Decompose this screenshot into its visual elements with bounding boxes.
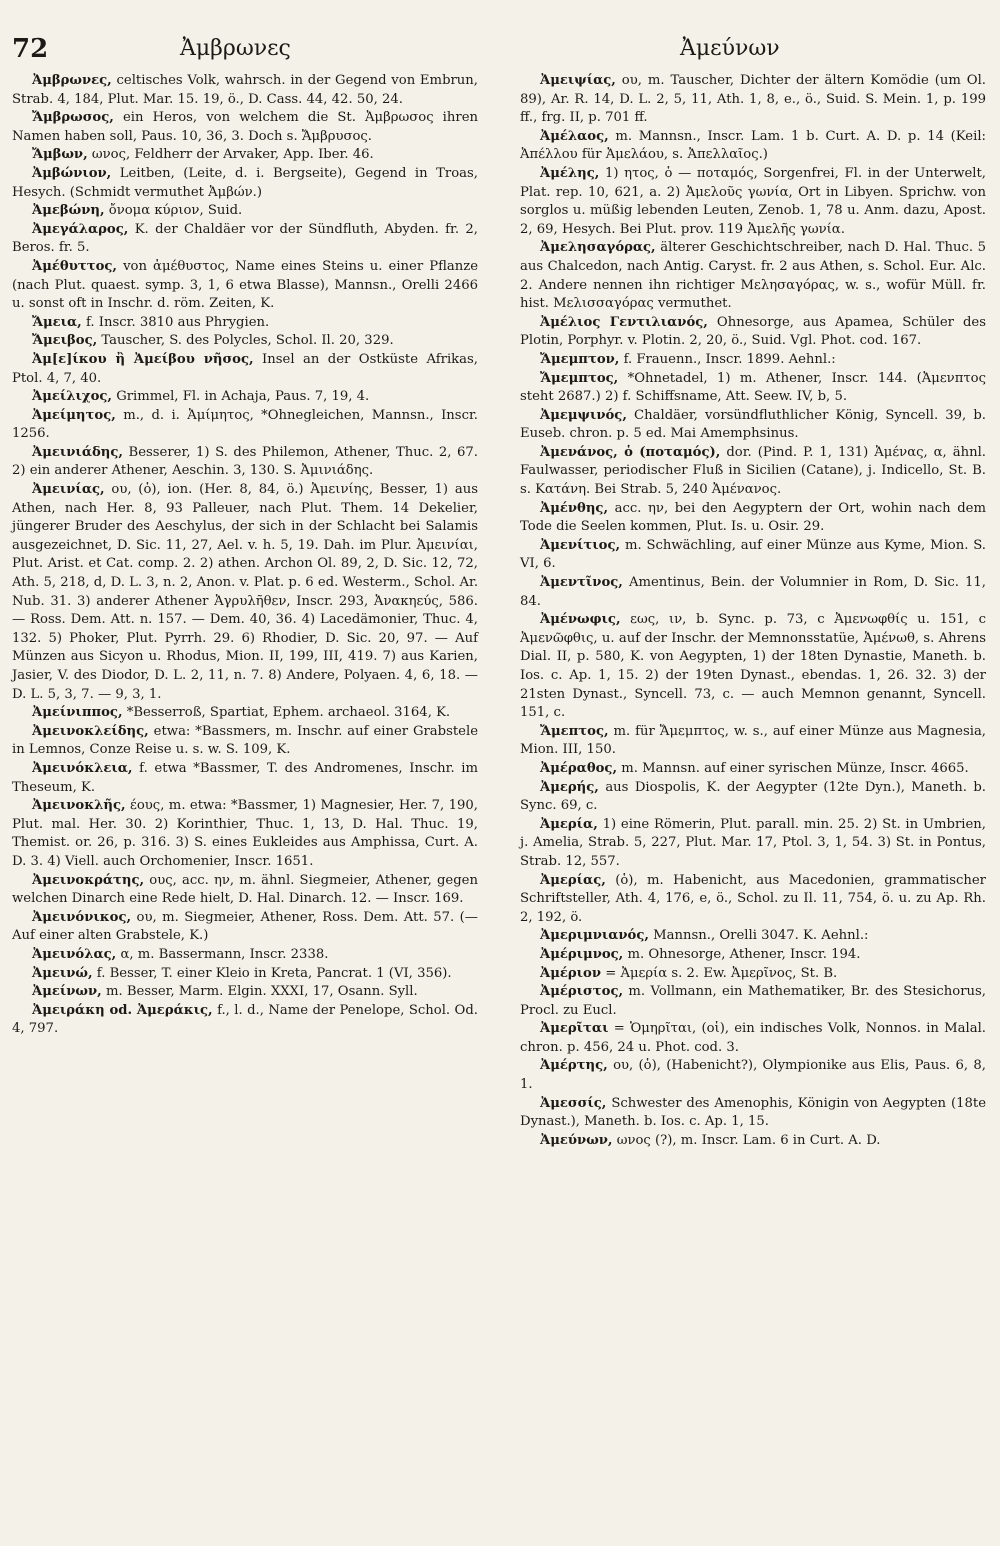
entry-headword: Ἀμέριμνος, — [540, 946, 624, 962]
dictionary-entry — [12, 723, 478, 760]
entry-headword: Ἄμεπτος, — [540, 723, 609, 739]
dictionary-entry — [520, 965, 986, 984]
dictionary-entry — [12, 1002, 478, 1039]
entry-headword: Ἀμεινίας, — [32, 482, 105, 498]
dictionary-entry — [520, 407, 986, 444]
dictionary-entry — [12, 258, 478, 314]
entry-headword: Ἀμείλιχος, — [32, 389, 113, 405]
entry-headword: Ἀμέραθος, — [540, 760, 618, 776]
dictionary-entry — [12, 704, 478, 723]
dictionary-entry — [12, 146, 478, 165]
entry-text: m. Mannsn. auf einer syrischen Münze, Inscr. 4665. — [621, 760, 969, 776]
entry-headword: Ἄμειβος, — [32, 333, 98, 349]
entry-text: Ohnesorge, aus Apamea, Schüler des Plotin, Porphyr. v. Plotin. 2, 20, ö., Suid. Vgl. Phot. cod. 167. — [520, 314, 986, 349]
entry-headword: Ἀμέριον — [540, 965, 601, 981]
entry-text: ου, (ὁ), (Habenicht?), Olympionike aus Elis, Paus. 6, 8, 1. — [520, 1058, 986, 1093]
dictionary-entry — [520, 72, 986, 128]
dictionary-entry — [520, 872, 986, 928]
entry-headword: Ἀμέθυττος, — [32, 258, 118, 274]
entry-headword: Ἀμερίας, — [540, 872, 606, 888]
left-running-head: Ἀμβρωνες — [180, 36, 291, 61]
entry-text: celtisches Volk, wahrsch. in der Gegend von Embrun, Strab. 4, 184, Plut. Mar. 15. 19, ö., D. Cass. 44, 42. 50, 24. — [12, 73, 478, 107]
entry-headword: Ἀμέριστος, — [540, 984, 624, 1000]
dictionary-entry — [12, 965, 478, 984]
dictionary-entry — [520, 1057, 986, 1094]
entry-headword: Ἄμεια, — [32, 314, 82, 330]
entry-headword: Ἀμεύνων, — [540, 1132, 613, 1148]
dictionary-entry — [520, 537, 986, 574]
entry-text: Schwester des Amenophis, Königin von Aegypten (18te Dynast.), Maneth. b. Ios. c. Ap. 1, 15. — [520, 1095, 986, 1130]
entry-text: ου, m. Siegmeier, Athener, Ross. Dem. Att. 57. (— Auf einer alten Grabstele, K.) — [12, 909, 478, 944]
entry-headword: Ἀμεριμνιανός, — [540, 928, 649, 944]
dictionary-entry — [12, 407, 478, 444]
entry-text: ου, (ὁ), ion. (Her. 8, 84, ö.) Ἀμεινίης, Besser, 1) aus Athen, nach Her. 8, 93 Palleuer, nach Plut. Them. 14 Dekelier, jüngerer Bruder des Aeschylus, der sich in der Schlacht bei Salamis ausgezeichnet, D. Sic. 11, 27, Ael. v. h. 5, 19. Dah. im Plur. Ἀμεινίαι, Plut. Arist. et Cat. comp. 2. 2) athen. Archon Ol. 89, 2, D. Sic. 12, 72, Ath. 5, 218, d, D. L. 3, n. 2, Anon. v. Plat. p. 6 ed. Westerm., Schol. Ar. Nub. 31. 3) anderer Athener Ἀγρυλῆθεν, Inscr. 293, Ἀνακηεύς, 586. — Ross. Dem. Att. n. 157. — Dem. 40, 36. 4) Lacedämonier, Thuc. 4, 132. 5) Phoker, Plut. Pyrrh. 29. 6) Rhodier, D. Sic. 20, 97. — Auf Münzen aus Sicyon u. Rhodus, Mion. II, 199, III, 419. 7) aus Karien, Jasier, V. des Diodor, D. L. 2, 11, n. 7. 8) Andere, Polyaen. 4, 6, 18. — D. L. 5, 3, 7. — 9, 3, 1. — [12, 482, 479, 702]
entry-text: acc. ην, bei den Aegyptern der Ort, wohin nach dem Tode die Seelen kommen, Plut. Is. u. Osir. 29. — [520, 500, 986, 535]
entry-headword: Ἀμερία, — [540, 816, 598, 832]
entry-text: = Ἀμερία s. 2. Ew. Ἀμερῖνος, St. B. — [605, 965, 838, 981]
dictionary-entry — [12, 797, 478, 871]
entry-headword: Ἀμεινοκράτης, — [32, 872, 145, 888]
dictionary-entry — [520, 574, 986, 611]
entry-headword: Ἄμεμπτον, — [540, 351, 620, 367]
dictionary-entry — [520, 128, 986, 165]
dictionary-entry — [12, 109, 478, 146]
entry-text: Leitben, (Leite, d. i. Bergseite), Gegend in Troas, Hesych. (Schmidt vermuthet Ἀμβών.) — [12, 165, 478, 200]
dictionary-entry — [520, 927, 986, 946]
dictionary-entry — [520, 444, 986, 500]
entry-headword: Ἀμειράκη od. Ἀμεράκις, — [32, 1002, 213, 1018]
entry-headword: Ἀμεσσίς, — [540, 1095, 607, 1111]
entry-text: f. Frauenn., Inscr. 1899. Aehnl.: — [623, 351, 836, 367]
entry-text: Tauscher, S. des Polycles, Schol. Il. 20, 329. — [101, 333, 394, 349]
dictionary-entry — [520, 500, 986, 537]
dictionary-entry — [520, 370, 986, 407]
entry-headword: Ἄμβων, — [32, 147, 88, 163]
entry-headword: Ἀμείνων, — [32, 984, 102, 1000]
dictionary-entry — [12, 165, 478, 202]
entry-headword: Ἀμερής, — [540, 779, 599, 795]
dictionary-entry — [520, 611, 986, 723]
entry-text: m. Schwächling, auf einer Münze aus Kyme, Mion. S. VI, 6. — [520, 537, 986, 572]
dictionary-entry — [520, 351, 986, 370]
dictionary-entry — [520, 816, 986, 872]
entry-text: 1) eine Römerin, Plut. parall. min. 25. 2) St. in Umbrien, j. Amelia, Strab. 5, 227, Plut. Mar. 17, Ptol. 3, 1, 54. 3) St. in Pontus, Strab. 12, 557. — [520, 816, 986, 869]
dictionary-entry — [12, 983, 478, 1002]
dictionary-entry — [520, 723, 986, 760]
dictionary-entry — [520, 1020, 986, 1057]
entry-headword: Ἀμενάνος, ὁ (ποταμός), — [540, 444, 721, 460]
entry-text: 1) ητος, ὁ — ποταμός, Sorgenfrei, Fl. in der Unterwelt, Plat. rep. 10, 621, a. 2) Ἀμελοῦς γωνία, Ort in Libyen. Sprichw. von sorglos u. müßig lebenden Leuten, Zenob. 1, 78 u. Anm. dazu, Apost. 2, 69, Hesych. Bei Plut. prov. 119 Ἀμελῆς γωνία. — [520, 165, 986, 237]
entry-headword: Ἄμβρωσος, — [32, 110, 114, 126]
dictionary-entry — [520, 314, 986, 351]
entry-text: Grimmel, Fl. in Achaja, Paus. 7, 19, 4. — [116, 389, 370, 405]
entry-text: Insel an der Ostküste Afrikas, Ptol. 4, 7, 40. — [12, 351, 478, 386]
dictionary-entry — [12, 760, 478, 797]
entry-headword: Ἀμελησαγόρας, — [540, 240, 656, 256]
entry-headword: Ἀμεινιάδης, — [32, 444, 123, 460]
entry-headword: Ἀμένθης, — [540, 500, 609, 516]
entry-headword: Ἀμέλης, — [540, 165, 600, 181]
dictionary-entry — [520, 983, 986, 1020]
dictionary-entry — [12, 351, 478, 388]
dictionary-entry — [520, 165, 986, 239]
entry-text: dor. (Pind. P. 1, 131) Ἀμένας, α, ähnl. Faulwasser, periodischer Fluß in Sicilien (Catane), j. Indicello, St. B. s. Κατάνη. Bei Strab. 5, 240 Ἀμένανος. — [520, 444, 986, 498]
entry-text: ους, acc. ην, m. ähnl. Siegmeier, Athener, gegen welchen Dinarch eine Rede hielt, D. Hal. Dinarch. 12. — Inscr. 169. — [12, 872, 478, 907]
entry-headword: Ἀμεμψινός, — [540, 407, 627, 423]
entry-text: έους, m. etwa: *Bassmer, 1) Magnesier, Her. 7, 190, Plut. mal. Her. 30. 2) Korinthier, Thuc. 1, 13, D. Hal. Thuc. 19, Themist. or. 26, p. 316. 3) S. eines Eukleides aus Amphissa, Curt. A. D. 3. 4) Viell. auch Orchomenier, Inscr. 1651. — [12, 798, 478, 869]
entry-text: von ἀμέθυστος, Name eines Steins u. einer Pflanze (nach Plut. quaest. symp. 3, 1, 6 etwa Blasse), Mannsn., Orelli 2466 u. sonst oft in Inschr. d. röm. Zeiten, K. — [12, 258, 478, 312]
entry-text: Mannsn., Orelli 3047. K. Aehnl.: — [653, 928, 869, 944]
entry-text: aus Diospolis, K. der Aegypter (12te Dyn.), Maneth. b. Sync. 69, c. — [520, 779, 987, 814]
entry-headword: Ἀμεντῖνος, — [540, 575, 623, 591]
entry-text: K. der Chaldäer vor der Sündfluth, Abyden. fr. 2, Beros. fr. 5. — [12, 221, 478, 256]
dictionary-entry — [12, 946, 478, 965]
entry-text: ωνος (?), m. Inscr. Lam. 6 in Curt. A. D. — [616, 1132, 881, 1148]
dictionary-entry — [520, 1132, 986, 1151]
entry-text: f. Besser, T. einer Kleio in Kreta, Pancrat. 1 (VI, 356). — [96, 965, 452, 981]
entry-text: Chaldäer, vorsündfluthlicher König, Syncell. 39, b. Euseb. chron. p. 5 ed. Mai Amemphsinus. — [520, 407, 986, 442]
dictionary-entry — [12, 221, 478, 258]
entry-text: älterer Geschichtschreiber, nach D. Hal. Thuc. 5 aus Chalcedon, nach Antig. Caryst. fr. 2 aus Athen, s. Schol. Eur. Alc. 2. Andere nennen ihn richtiger Μελησαγόρας, w. s., wofür Müll. fr. hist. Μελισσαγόρας vermuthet. — [520, 240, 986, 312]
entry-text: f., l. d., Name der Penelope, Schol. Od. 4, 797. — [12, 1002, 478, 1037]
entry-text: m. Ohnesorge, Athener, Inscr. 194. — [627, 946, 861, 962]
entry-headword: Ἀμβώνιον, — [32, 165, 112, 181]
entry-text: f. etwa *Bassmer, T. des Andromenes, Inschr. im Theseum, K. — [12, 760, 478, 795]
left-column — [12, 72, 478, 1039]
dictionary-entry — [12, 909, 478, 946]
entry-text: m. für Ἄμεμπτος, w. s., auf einer Münze aus Magnesia, Mion. III, 150. — [520, 723, 986, 758]
dictionary-entry — [520, 779, 986, 816]
entry-text: m., d. i. Ἀμίμητος, *Ohnegleichen, Mannsn., Inscr. 1256. — [12, 407, 478, 442]
entry-headword: Ἀμεινώ, — [32, 965, 93, 981]
entry-text: Amentinus, Bein. der Volumnier in Rom, D. Sic. 11, 84. — [520, 575, 986, 609]
dictionary-entry — [12, 72, 478, 109]
entry-text: (ὁ), m. Habenicht, aus Macedonien, grammatischer Schriftsteller, Ath. 4, 176, e, ö., Schol. zu Il. 11, 754, ö. u. zu Ap. Rh. 2, 192, ö. — [520, 872, 986, 925]
entry-headword: Ἀμεινοκλῆς, — [32, 798, 126, 814]
right-running-head: Ἀμεύνων — [680, 36, 780, 61]
dictionary-entry — [520, 760, 986, 779]
dictionary-entry — [520, 1095, 986, 1132]
entry-text: α, m. Bassermann, Inscr. 2338. — [120, 946, 329, 962]
entry-headword: Ἀμεινοκλείδης, — [32, 723, 149, 739]
dictionary-entry — [12, 202, 478, 221]
entry-text: f. Inscr. 3810 aus Phrygien. — [85, 314, 270, 330]
entry-text: = Ὁμηρῖται, (οἱ), ein indisches Volk, Nonnos. in Malal. chron. p. 456, 24 u. Phot. cod. 3. — [520, 1021, 986, 1055]
entry-headword: Ἀμεγάλαρος, — [32, 221, 129, 237]
dictionary-entry — [520, 946, 986, 965]
entry-text: m. Besser, Marm. Elgin. XXXI, 17, Osann. Syll. — [105, 984, 418, 1000]
entry-text: *Ohnetadel, 1) m. Athener, Inscr. 144. (Ἀμενπτος steht 2687.) 2) f. Schiffsname, Att. Seew. IV, b, 5. — [520, 370, 986, 405]
dictionary-entry — [12, 444, 478, 481]
entry-headword: Ἀμεινόκλεια, — [32, 760, 133, 776]
dictionary-entry — [12, 332, 478, 351]
entry-text: ωνος, Feldherr der Arvaker, App. Iber. 46. — [91, 147, 374, 163]
entry-text: ου, m. Tauscher, Dichter der ältern Komödie (um Ol. 89), Ar. R. 14, D. L. 2, 5, 11, Ath. 1, 8, e., ö., Suid. S. Mein. 1, p. 199 ff., frg. II, p. 701 ff. — [520, 73, 986, 126]
entry-text: Besserer, 1) S. des Philemon, Athener, Thuc. 2, 67. 2) ein anderer Athener, Aeschin. 3, 130. S. Ἀμινιάδης. — [12, 444, 478, 479]
entry-text: *Besserroß, Spartiat, Ephem. archaeol. 3164, K. — [126, 705, 451, 721]
entry-text: ὄνομα κύριον, Suid. — [108, 203, 243, 219]
entry-headword: Ἀμέλιος Γεντιλιανός, — [540, 314, 708, 330]
entry-headword: Ἀμεινόλας, — [32, 946, 117, 962]
entry-headword: Ἀμένωφις, — [540, 612, 621, 628]
dictionary-entry — [520, 239, 986, 313]
page-number: 72 — [12, 34, 49, 64]
entry-headword: Ἀμέλαος, — [540, 128, 609, 144]
entry-text: etwa: *Bassmers, m. Inschr. auf einer Grabstele in Lemnos, Conze Reise u. s. w. S. 109, K. — [12, 723, 478, 758]
entry-text: m. Vollmann, ein Mathematiker, Br. des Stesichorus, Procl. zu Eucl. — [520, 984, 986, 1018]
entry-headword: Ἀμερῖται — [540, 1021, 609, 1037]
entry-text: m. Mannsn., Inscr. Lam. 1 b. Curt. A. D. p. 14 (Keil: Ἀπέλλου für Ἀμελάου, s. Ἀπελλαῖος.) — [520, 128, 986, 163]
dictionary-entry — [12, 872, 478, 909]
right-column — [520, 72, 986, 1150]
entry-headword: Ἀμενίτιος, — [540, 537, 621, 553]
dictionary-entry — [12, 388, 478, 407]
entry-text: ein Heros, von welchem die St. Ἀμβρωσος ihren Namen haben soll, Paus. 10, 36, 3. Doch s. Ἄμβρυσος. — [12, 110, 478, 144]
dictionary-entry — [12, 314, 478, 333]
entry-headword: Ἄμεμπτος, — [540, 370, 619, 386]
entry-headword: Ἀμβρωνες, — [32, 73, 112, 88]
entry-headword: Ἀμειψίας, — [540, 73, 616, 88]
entry-headword: Ἀμείνιππος, — [32, 705, 123, 721]
entry-headword: Ἀμεβώνη, — [32, 203, 105, 219]
entry-headword: Ἀμεινόνικος, — [32, 909, 132, 925]
entry-headword: Ἀμέρτης, — [540, 1058, 608, 1074]
dictionary-entry — [12, 481, 478, 704]
entry-text: εως, ιν, b. Sync. p. 73, c Ἀμενωφθίς u. 151, c Ἀμενῶφθις, u. auf der Inschr. der Memnonsstatüe, Ἀμένωθ, s. Ahrens Dial. II, p. 580, K. von Aegypten, 1) der 18ten Dynastie, Maneth. b. Ios. c. Ap. 1, 15. 2) der 19ten Dynast., ebendas. 1, 26. 32. 3) der 21sten Dynast., Syncell. 73, c. — auch Memnon genannt, Syncell. 151, c. — [520, 612, 986, 721]
entry-headword: Ἀμείμητος, — [32, 407, 116, 423]
entry-headword: Ἀμ[ε]ίκου ἢ Ἀμείβου νῆσος, — [32, 351, 254, 367]
